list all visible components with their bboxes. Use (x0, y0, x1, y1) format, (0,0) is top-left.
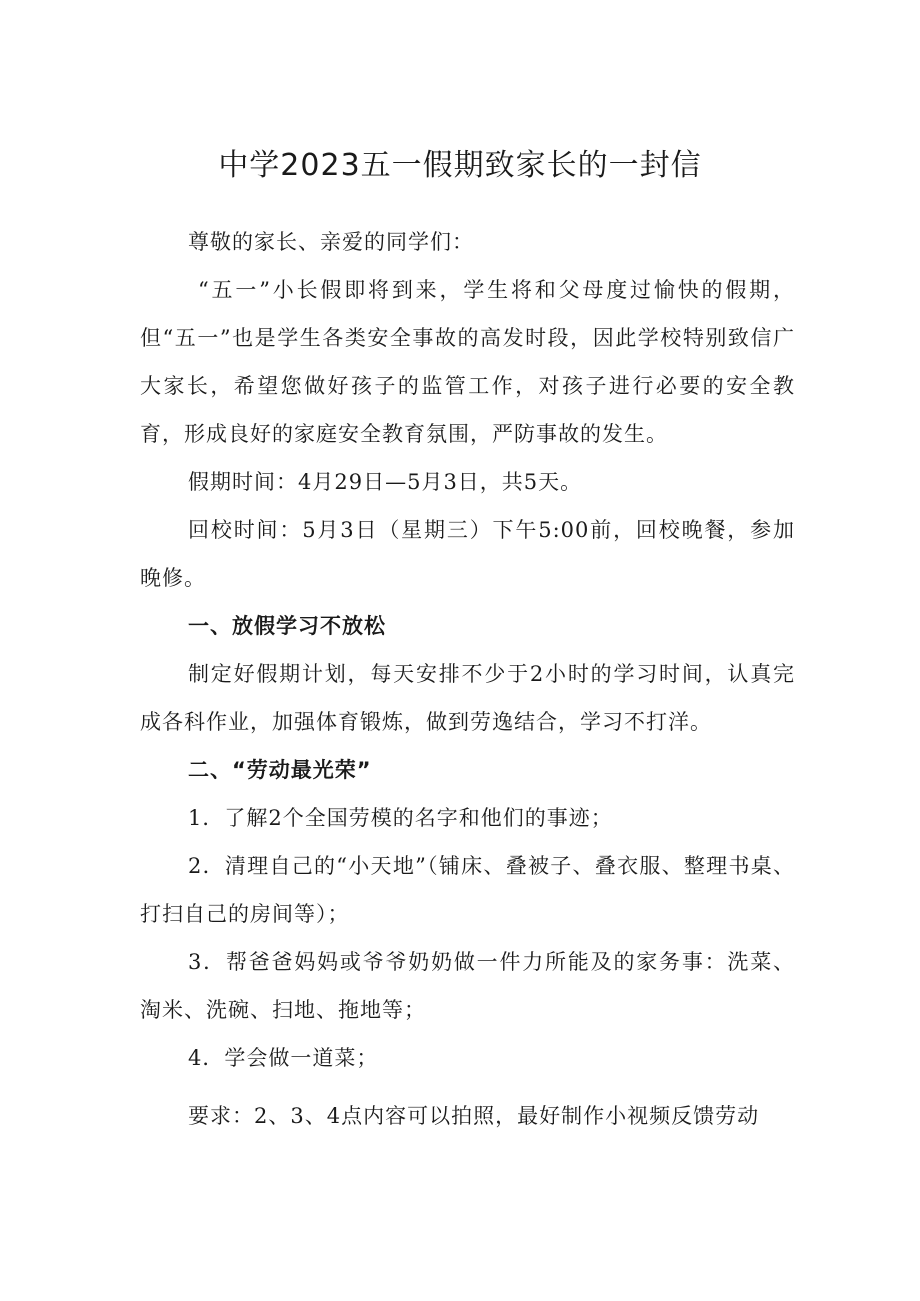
section-1-heading: 一、放假学习不放松 (188, 614, 386, 638)
list-item: 4．学会做一道菜； (188, 1046, 379, 1070)
list-item: 3．帮爸爸妈妈或爷爷奶奶做一件力所能及的家务事：洗菜、淘米、洗碗、扫地、拖地等； (140, 950, 795, 1022)
salutation: 尊敬的家长、亲爱的同学们： (188, 230, 474, 254)
list-item: 2．清理自己的“小天地”（铺床、叠被子、叠衣服、整理书桌、打扫自己的房间等）； (140, 854, 795, 926)
section-2-heading: 二、“劳动最光荣” (188, 758, 372, 782)
requirement-text: 要求：2、3、4点内容可以拍照，最好制作小视频反馈劳动 (188, 1104, 760, 1128)
letter-body (140, 218, 795, 1140)
intro-paragraph: “五一”小长假即将到来，学生将和父母度过愉快的假期，但“五一”也是学生各类安全事故的高发时段，因此学校特别致信广大家长，希望您做好孩子的监管工作，对孩子进行必要的安全教育，形成良好的家庭安全教育氛围，严防事故的发生。 (140, 278, 795, 446)
document-title: 中学2023五一假期致家长的一封信 (218, 148, 702, 183)
list-item: 1．了解2个全国劳模的名字和他们的事迹； (188, 806, 613, 830)
holiday-time: 假期时间：4月29日—5月3日，共5天。 (188, 470, 583, 494)
section-1-text: 制定好假期计划，每天安排不少于2小时的学习时间，认真完成各科作业，加强体育锻炼，做到劳逸结合，学习不打洋。 (140, 662, 795, 734)
return-time: 回校时间：5月3日（星期三）下午5:00前，回校晚餐，参加晚修。 (140, 518, 795, 590)
